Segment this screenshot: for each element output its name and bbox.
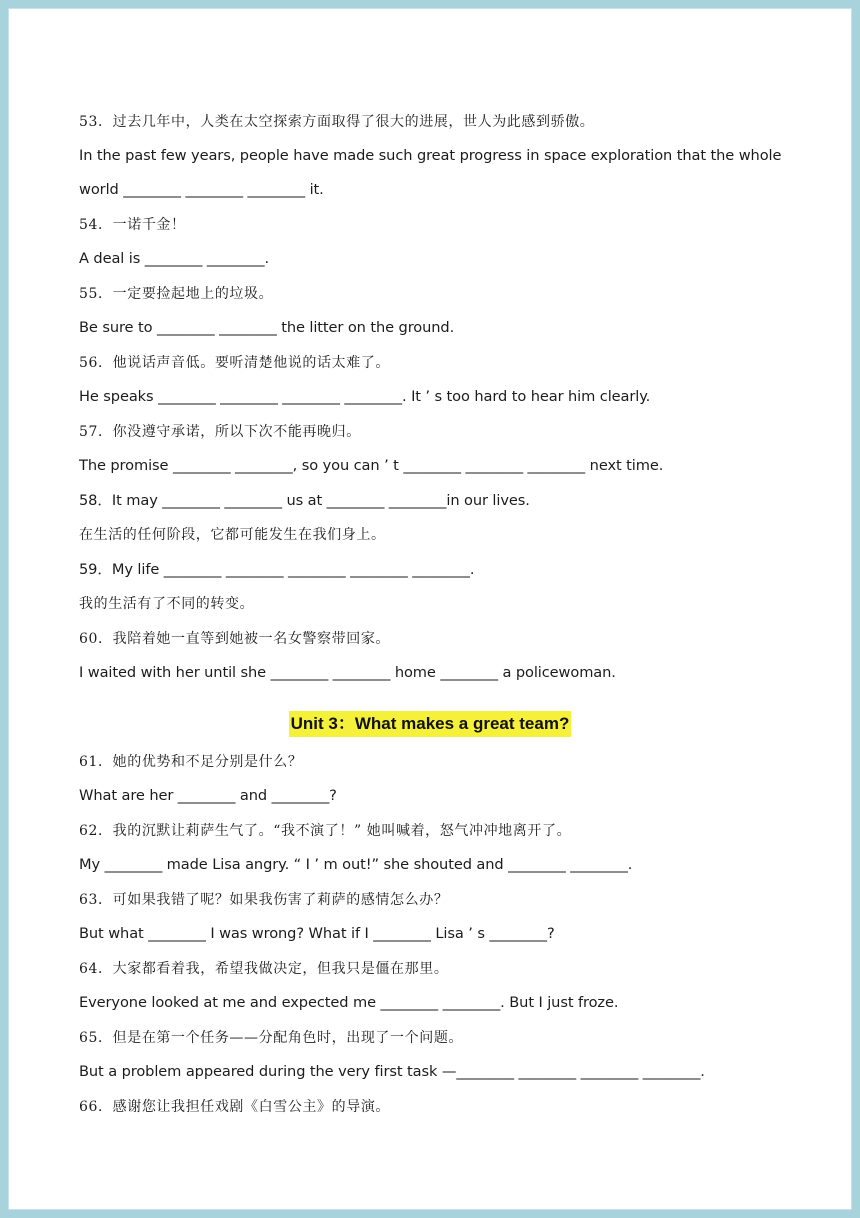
- worksheet-content: [9, 9, 851, 1209]
- question-59-chinese: 我的生活有了不同的转变。: [79, 596, 255, 612]
- question-65-english: But a problem appeared during the very first task —________ ________ ________ ________.: [79, 1063, 705, 1080]
- unit-heading-text: Unit 3：What makes a great team?: [289, 711, 572, 737]
- question-57-english: The promise ________ ________, so you can ’ t ________ ________ ________ next time.: [79, 457, 664, 474]
- question-54-english: A deal is ________ ________.: [79, 250, 270, 267]
- question-56-english: He speaks ________ ________ ________ ________. It ’ s too hard to hear him clearly.: [79, 388, 651, 405]
- question-60-english: I waited with her until she ________ ________ home ________ a policewoman.: [79, 664, 616, 681]
- question-63-chinese: 63．可如果我错了呢？如果我伤害了莉萨的感情怎么办？: [79, 892, 449, 908]
- question-58-chinese: 在生活的任何阶段，它都可能发生在我们身上。: [79, 527, 386, 543]
- question-58-english: 58．It may ________ ________ us at ________ ________in our lives.: [79, 492, 530, 509]
- question-66-chinese: 66．感谢您让我担任戏剧《白雪公主》的导演。: [79, 1099, 391, 1115]
- question-65-chinese: 65．但是在第一个任务——分配角色时，出现了一个问题。: [79, 1030, 464, 1046]
- question-57-chinese: 57．你没遵守承诺，所以下次不能再晚归。: [79, 424, 361, 440]
- question-53-chinese: 53．过去几年中，人类在太空探索方面取得了很大的进展，世人为此感到骄傲。: [79, 114, 595, 130]
- question-61-english: What are her ________ and ________?: [79, 787, 337, 804]
- question-55-english: Be sure to ________ ________ the litter on the ground.: [79, 319, 455, 336]
- question-64-english: Everyone looked at me and expected me ________ ________. But I just froze.: [79, 994, 619, 1011]
- unit-heading: [9, 711, 851, 741]
- question-60-chinese: 60．我陪着她一直等到她被一名女警察带回家。: [79, 631, 391, 647]
- question-59-english: 59．My life ________ ________ ________ ________ ________.: [79, 561, 475, 578]
- question-62-chinese: 62．我的沉默让莉萨生气了。“我不演了！” 她叫喊着，怒气冲冲地离开了。: [79, 823, 572, 839]
- question-54-chinese: 54．一诺千金！: [79, 217, 186, 233]
- page-frame: [8, 8, 852, 1210]
- question-62-english: My ________ made Lisa angry. “ I ’ m out!” she shouted and ________ ________.: [79, 856, 633, 873]
- question-53-english-line-2: world ________ ________ ________ it.: [79, 181, 324, 198]
- question-53-english-line-1: In the past few years, people have made such great progress in space exploration that the whole: [79, 147, 782, 164]
- question-64-chinese: 64．大家都看着我，希望我做决定，但我只是僵在那里。: [79, 961, 449, 977]
- question-55-chinese: 55．一定要捡起地上的垃圾。: [79, 286, 274, 302]
- question-63-english: But what ________ I was wrong? What if I ________ Lisa ’ s ________?: [79, 925, 555, 942]
- question-56-chinese: 56．他说话声音低。要听清楚他说的话太难了。: [79, 355, 391, 371]
- question-61-chinese: 61．她的优势和不足分别是什么？: [79, 754, 303, 770]
